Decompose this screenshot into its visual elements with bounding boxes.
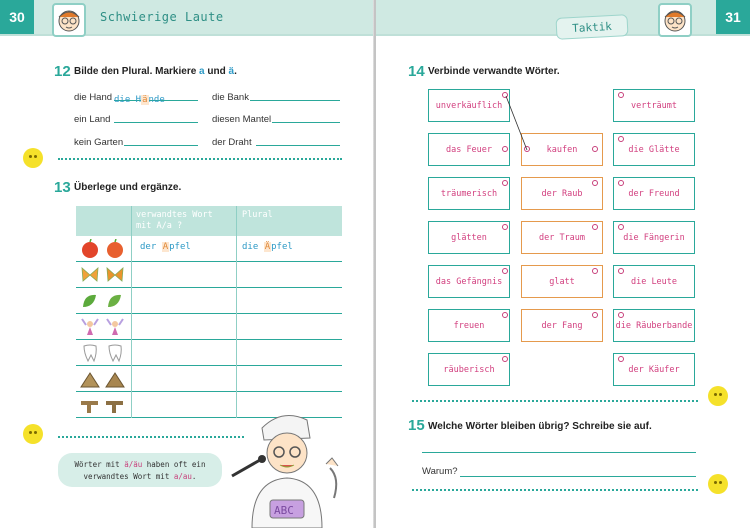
table-divider — [131, 206, 132, 418]
task-prompt: Überlege und ergänze. — [74, 182, 182, 193]
tent-icon — [78, 369, 128, 389]
taktik-tag: Taktik — [555, 14, 628, 40]
dotted-divider — [58, 436, 244, 438]
task-prompt: Welche Wörter bleiben übrig? Schreibe sie auf. — [428, 421, 652, 432]
avatar-icon — [52, 3, 86, 37]
word-card[interactable]: die Leute — [613, 265, 695, 298]
word-item: der Draht — [212, 137, 252, 148]
word-card[interactable]: der Fang — [521, 309, 603, 342]
word-card[interactable]: der Raub — [521, 177, 603, 210]
example-connection-line — [376, 0, 750, 528]
kid-illustration — [222, 408, 362, 528]
word-card[interactable]: die Fängerin — [613, 221, 695, 254]
word-card[interactable]: räuberisch — [428, 353, 510, 386]
word-card[interactable]: der Traum — [521, 221, 603, 254]
word-card[interactable]: freuen — [428, 309, 510, 342]
apple-icon — [78, 239, 128, 259]
word-card[interactable]: verträumt — [613, 89, 695, 122]
word-card[interactable]: kaufen — [521, 133, 603, 166]
word-card[interactable]: glatt — [521, 265, 603, 298]
task-number: 14 — [408, 63, 425, 80]
answer-line[interactable] — [250, 89, 340, 101]
butterfly-icon — [78, 265, 128, 285]
table-header — [76, 206, 342, 236]
dotted-divider — [412, 400, 698, 402]
dotted-divider — [58, 158, 342, 160]
leaf-icon — [78, 291, 128, 311]
word-card[interactable]: das Feuer — [428, 133, 510, 166]
word-card[interactable]: glätten — [428, 221, 510, 254]
example-answer: die Hände — [114, 95, 165, 105]
dotted-divider — [412, 489, 698, 491]
table-row — [76, 236, 342, 262]
example-related: der Apfel — [140, 242, 191, 252]
answer-line[interactable] — [460, 476, 696, 477]
why-label: Warum? — [422, 466, 458, 477]
table-row[interactable] — [76, 340, 342, 366]
word-card[interactable]: die Glätte — [613, 133, 695, 166]
answer-line[interactable] — [114, 111, 198, 123]
word-card[interactable]: der Käufer — [613, 353, 695, 386]
task-number: 12 — [54, 63, 71, 80]
word-item: ein Land — [74, 114, 111, 125]
table-row[interactable] — [76, 262, 342, 288]
answer-line[interactable] — [114, 89, 198, 105]
word-card[interactable]: die Räuberbande — [613, 309, 695, 342]
smiley-icon — [23, 424, 43, 444]
smiley-icon — [708, 386, 728, 406]
word-card[interactable]: träumerisch — [428, 177, 510, 210]
column-header-related: verwandtes Wort mit A/a ? — [136, 210, 213, 231]
answer-line[interactable] — [272, 111, 340, 123]
fairy-icon — [78, 317, 128, 337]
answer-line[interactable] — [422, 452, 696, 453]
table-row[interactable] — [76, 314, 342, 340]
task-number: 15 — [408, 417, 425, 434]
right-page — [376, 0, 750, 528]
table-divider — [236, 206, 237, 418]
word-card[interactable]: das Gefängnis — [428, 265, 510, 298]
word-item: die Bank — [212, 92, 249, 103]
task-prompt: Bilde den Plural. Markiere a und ä. — [74, 66, 237, 77]
tool-icon — [78, 395, 128, 415]
column-header-plural: Plural — [242, 210, 273, 220]
left-page — [0, 0, 374, 528]
example-plural: die Äpfel — [242, 242, 293, 252]
shirt-text: ABC — [274, 504, 294, 517]
word-card[interactable]: der Freund — [613, 177, 695, 210]
table-row[interactable] — [76, 366, 342, 392]
smiley-icon — [23, 148, 43, 168]
answer-line[interactable] — [124, 134, 198, 146]
table-row[interactable] — [76, 288, 342, 314]
word-item: kein Garten — [74, 137, 124, 148]
word-item: diesen Mantel — [212, 114, 272, 125]
page-title: Schwierige Laute — [100, 10, 224, 24]
answer-line[interactable] — [256, 134, 340, 146]
tip-bubble: Wörter mit ä/äu haben oft ein verwandtes Wort mit a/au. — [58, 453, 222, 487]
page-number: 30 — [0, 0, 34, 34]
task-number: 13 — [54, 179, 71, 196]
smiley-icon — [708, 474, 728, 494]
word-item: die Hand — [74, 92, 113, 103]
word-card[interactable]: unverkäuflich — [428, 89, 510, 122]
tooth-icon — [78, 343, 128, 363]
page-number: 31 — [716, 0, 750, 34]
task-prompt: Verbinde verwandte Wörter. — [428, 66, 560, 77]
